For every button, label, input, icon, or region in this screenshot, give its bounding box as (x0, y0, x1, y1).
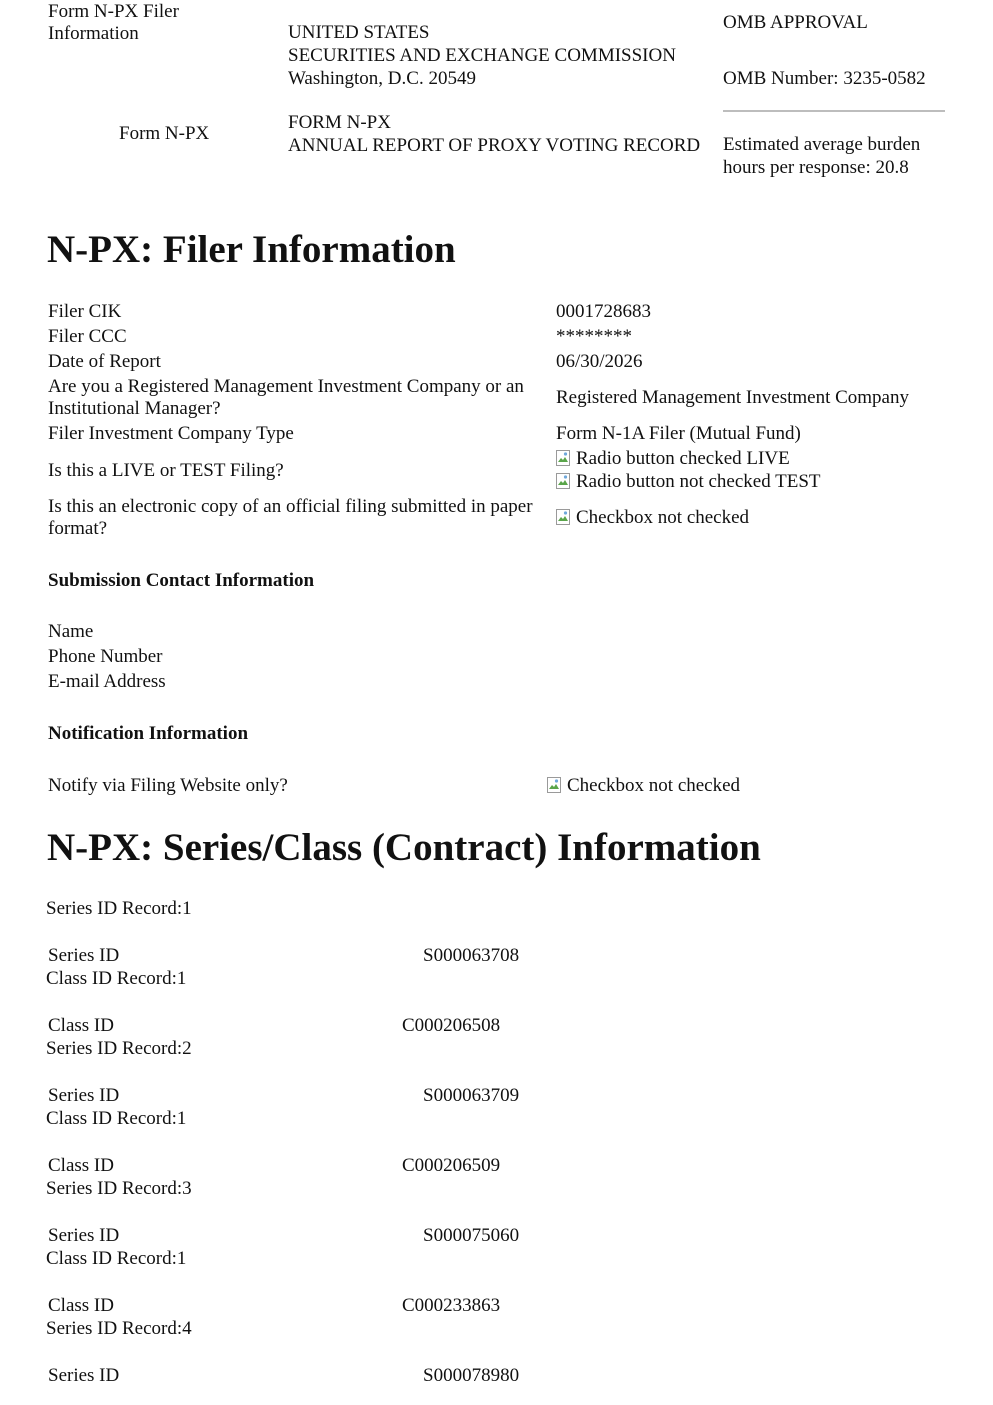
notify-website-alt-text: Checkbox not checked (567, 775, 741, 796)
form-title-line-1: FORM N-PX (288, 112, 391, 133)
series-record-label: Series ID Record:2 (46, 1038, 192, 1059)
date-of-report-value: 06/30/2026 (556, 351, 643, 372)
form-filer-info-title: Form N-PX Filer Information (48, 1, 179, 44)
filer-ccc-value: ******** (556, 326, 632, 347)
class-id-value: C000233863 (402, 1295, 501, 1316)
agency-block (288, 21, 676, 90)
notification-title: Notification Information (48, 723, 249, 744)
form-title-block (288, 111, 708, 157)
omb-approval: OMB APPROVAL (723, 12, 868, 33)
series-id-label: Series ID (48, 1365, 120, 1386)
series-class-heading: N-PX: Series/Class (Contract) Information (47, 826, 761, 869)
electronic-copy-alt-text: Checkbox not checked (576, 507, 750, 528)
omb-number: OMB Number: 3235-0582 (723, 68, 926, 89)
contact-email-label: E-mail Address (48, 671, 166, 692)
class-record-label: Class ID Record:1 (46, 1108, 187, 1129)
radio-live-alt-text: Radio button checked LIVE (576, 448, 790, 469)
class-record-label: Class ID Record:1 (46, 968, 187, 989)
series-record-label: Series ID Record:4 (46, 1318, 192, 1339)
electronic-copy-checkbox[interactable] (556, 507, 749, 529)
series-id-label: Series ID (48, 945, 120, 966)
form-title-line-2: ANNUAL REPORT OF PROXY VOTING RECORD (288, 135, 701, 156)
live-test-label: Is this a LIVE or TEST Filing? (48, 460, 284, 481)
omb-divider (723, 110, 945, 112)
contact-name-label: Name (48, 621, 94, 642)
registrant-type-label: Are you a Registered Management Investment Company or an Institutional Manager? (48, 376, 524, 419)
series-id-value: S000075060 (423, 1225, 520, 1246)
series-id-label: Series ID (48, 1225, 120, 1246)
broken-image-icon (547, 777, 561, 793)
series-id-value: S000078980 (423, 1365, 520, 1386)
broken-image-icon (556, 473, 570, 489)
notify-website-label: Notify via Filing Website only? (48, 775, 288, 796)
broken-image-icon (556, 509, 570, 525)
series-record-label: Series ID Record:1 (46, 898, 192, 919)
class-id-value: C000206508 (402, 1015, 501, 1036)
investment-company-type-value: Form N-1A Filer (Mutual Fund) (556, 423, 801, 444)
filer-cik-value: 0001728683 (556, 301, 651, 322)
contact-phone-label: Phone Number (48, 646, 163, 667)
burden-estimate: Estimated average burden hours per response: 20.8 (723, 134, 921, 178)
filer-information-heading: N-PX: Filer Information (47, 228, 456, 271)
class-id-label: Class ID (48, 1155, 114, 1176)
notify-website-checkbox[interactable] (547, 775, 740, 797)
class-id-value: C000206509 (402, 1155, 501, 1176)
investment-company-type-label: Filer Investment Company Type (48, 423, 294, 444)
radio-test-alt-text: Radio button not checked TEST (576, 471, 821, 492)
electronic-copy-label: Is this an electronic copy of an official filing submitted in paper format? (48, 496, 533, 539)
class-id-label: Class ID (48, 1295, 114, 1316)
form-name-label: Form N-PX (119, 123, 210, 144)
agency-line-1: UNITED STATES (288, 22, 430, 43)
class-record-label: Class ID Record:1 (46, 1248, 187, 1269)
submission-contact-title: Submission Contact Information (48, 570, 315, 591)
class-id-label: Class ID (48, 1015, 114, 1036)
agency-line-2: SECURITIES AND EXCHANGE COMMISSION (288, 45, 676, 66)
series-id-value: S000063709 (423, 1085, 520, 1106)
broken-image-icon (556, 450, 570, 466)
radio-live[interactable] (556, 448, 790, 470)
filer-cik-label: Filer CIK (48, 301, 122, 322)
agency-line-3: Washington, D.C. 20549 (288, 68, 476, 89)
filer-ccc-label: Filer CCC (48, 326, 127, 347)
registrant-type-value: Registered Management Investment Company (556, 387, 909, 408)
date-of-report-label: Date of Report (48, 351, 161, 372)
series-id-value: S000063708 (423, 945, 520, 966)
series-record-label: Series ID Record:3 (46, 1178, 192, 1199)
radio-test[interactable] (556, 471, 821, 493)
series-id-label: Series ID (48, 1085, 120, 1106)
